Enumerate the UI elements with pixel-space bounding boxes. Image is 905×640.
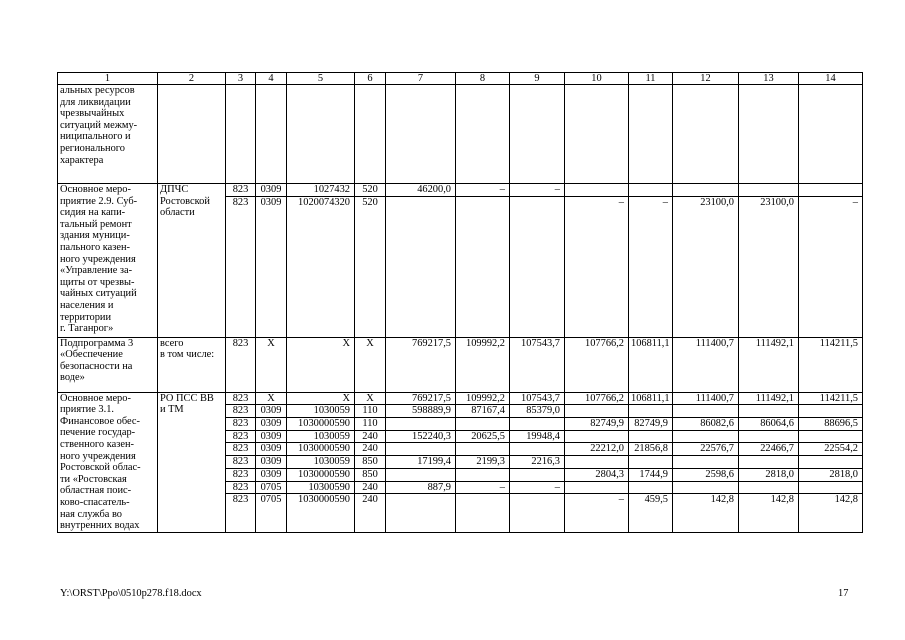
table-cell [565,430,629,443]
table-cell: 0309 [256,418,287,431]
table-cell: Х [256,337,287,392]
row-description: Основное меро- приятие 2.9. Суб- сидия на капи- тальный ремонт здания муници- пального казен- ного учреждения «Управление за- щиты от чрезвы- чайных ситуаций населения и территории г. Таганрог» [58,184,158,338]
table-cell: 85379,0 [510,405,565,418]
table-cell: 1030059 [287,430,355,443]
table-cell [510,418,565,431]
table-cell: 0309 [256,468,287,481]
table-cell [739,184,799,197]
column-header: 2 [158,73,226,85]
column-header: 1 [58,73,158,85]
table-cell: 10300590 [287,481,355,494]
table-cell: 823 [226,392,256,405]
table-cell [799,481,863,494]
table-cell: 107766,2 [565,337,629,392]
table-cell [386,494,456,533]
table-cell: 111400,7 [673,392,739,405]
table-cell: – [510,481,565,494]
table-cell [565,481,629,494]
table-cell [565,85,629,184]
table-cell [565,405,629,418]
column-header: 4 [256,73,287,85]
table-cell: 0309 [256,196,287,337]
table-cell [355,85,386,184]
table-cell [629,430,673,443]
table-cell: 22212,0 [565,443,629,456]
table-cell: 22466,7 [739,443,799,456]
table-row [58,392,863,405]
row-executor: РО ПСС ВВ и ТМ [158,392,226,532]
table-cell [226,85,256,184]
table-cell [456,443,510,456]
table-cell [456,85,510,184]
table-cell: 0309 [256,443,287,456]
table-cell: 240 [355,494,386,533]
table-cell: 111400,7 [673,337,739,392]
table-row [58,184,863,197]
table-cell: 0309 [256,430,287,443]
table-cell: 1027432 [287,184,355,197]
table-cell: 823 [226,196,256,337]
table-cell: 0309 [256,456,287,469]
table-cell: 520 [355,184,386,197]
table-cell [673,85,739,184]
table-cell [456,468,510,481]
table-cell: 22554,2 [799,443,863,456]
table-cell: 823 [226,405,256,418]
table-cell: 107766,2 [565,392,629,405]
table-cell [739,481,799,494]
column-header: 6 [355,73,386,85]
table-cell: 106811,1 [629,337,673,392]
footer-page-number: 17 [838,588,849,599]
table-cell: 1030000590 [287,494,355,533]
table-cell: – [565,494,629,533]
table-cell: 1030059 [287,456,355,469]
table-cell: – [565,196,629,337]
table-cell: 1030000590 [287,418,355,431]
table-cell [510,468,565,481]
table-cell: 17199,4 [386,456,456,469]
table-cell: – [799,196,863,337]
table-cell: 22576,7 [673,443,739,456]
table-cell: 240 [355,481,386,494]
table-cell [673,184,739,197]
table-cell [565,456,629,469]
table-cell [456,196,510,337]
table-cell [673,430,739,443]
table-cell: – [510,184,565,197]
table-cell: 823 [226,418,256,431]
table-cell: 86082,6 [673,418,739,431]
table-cell [565,184,629,197]
table-cell: 109992,2 [456,337,510,392]
row-description: альных ресурсов для ликвидации чрезвычайных ситуаций межму- ниципального и регионального характера [58,85,158,184]
row-executor: всего в том числе: [158,337,226,392]
table-cell: 2818,0 [799,468,863,481]
table-cell: Х [256,392,287,405]
table-cell: 887,9 [386,481,456,494]
table-cell: 823 [226,456,256,469]
table-cell [629,481,673,494]
table-cell: 46200,0 [386,184,456,197]
table-cell: 142,8 [673,494,739,533]
table-cell: 520 [355,196,386,337]
table-cell [629,184,673,197]
table-cell [629,456,673,469]
table-cell [386,468,456,481]
table-cell [673,405,739,418]
table-cell: 823 [226,443,256,456]
table-cell: 2598,6 [673,468,739,481]
table-cell: 152240,3 [386,430,456,443]
table-cell [799,456,863,469]
column-header: 3 [226,73,256,85]
column-header: 10 [565,73,629,85]
table-cell: 82749,9 [565,418,629,431]
table-cell: Х [355,337,386,392]
table-cell: 109992,2 [456,392,510,405]
table-cell: 850 [355,456,386,469]
row-description: Основное меро- приятие 3.1. Финансовое обес- печение государ- ственного казен- ного учреждения Ростовской облас- ти «Ростовская областная поис- ково-спасатель- ная служба во внутренних водах [58,392,158,532]
table-cell: 110 [355,405,386,418]
table-cell: 142,8 [799,494,863,533]
table-cell: 823 [226,430,256,443]
column-header: 11 [629,73,673,85]
table-cell: 114211,5 [799,392,863,405]
table-cell: 0309 [256,184,287,197]
table-cell: 142,8 [739,494,799,533]
row-description: Подпрограмма 3 «Обеспечение безопасности на воде» [58,337,158,392]
table-cell [673,481,739,494]
table-cell: 106811,1 [629,392,673,405]
table-cell: 769217,5 [386,392,456,405]
table-cell: 114211,5 [799,337,863,392]
column-header: 13 [739,73,799,85]
column-header: 14 [799,73,863,85]
table-cell: 850 [355,468,386,481]
table-cell: 1030000590 [287,443,355,456]
table-cell: 82749,9 [629,418,673,431]
table-cell: – [629,196,673,337]
table-cell: 823 [226,184,256,197]
table-cell: 823 [226,481,256,494]
table-cell [256,85,287,184]
table-cell [510,443,565,456]
table-cell: 2216,3 [510,456,565,469]
table-cell: – [456,184,510,197]
table-cell: 23100,0 [739,196,799,337]
table-cell [629,85,673,184]
table-cell: 823 [226,337,256,392]
table-cell [739,85,799,184]
footer-file-path: Y:\ORST\Ppo\0510p278.f18.docx [60,588,202,599]
table-cell: 1020074320 [287,196,355,337]
column-header: 12 [673,73,739,85]
table-cell: Х [287,337,355,392]
table-cell [799,85,863,184]
table-cell: 2199,3 [456,456,510,469]
column-header: 8 [456,73,510,85]
table-cell [456,494,510,533]
table-cell: 1030000590 [287,468,355,481]
table-cell: 88696,5 [799,418,863,431]
column-header: 7 [386,73,456,85]
table-cell: 598889,9 [386,405,456,418]
column-header: 9 [510,73,565,85]
table-cell: 23100,0 [673,196,739,337]
table-cell: 20625,5 [456,430,510,443]
table-cell: 21856,8 [629,443,673,456]
table-cell [739,430,799,443]
table-cell: 823 [226,494,256,533]
table-cell [287,85,355,184]
table-cell [158,85,226,184]
table-cell [386,443,456,456]
table-cell [510,85,565,184]
table-cell: 111492,1 [739,392,799,405]
table-row [58,85,863,184]
table-cell: 240 [355,430,386,443]
table-cell: 0705 [256,481,287,494]
table-cell: 87167,4 [456,405,510,418]
table-cell [386,196,456,337]
table-cell: 2804,3 [565,468,629,481]
table-cell: 240 [355,443,386,456]
header-row [58,73,863,85]
table-cell: 459,5 [629,494,673,533]
table-cell: 0309 [256,405,287,418]
table-cell: – [456,481,510,494]
table-cell [629,405,673,418]
table-cell [739,456,799,469]
table-cell: 107543,7 [510,392,565,405]
document-sheet [57,72,862,533]
table-row [58,337,863,392]
table-cell [510,494,565,533]
table-cell: 1744,9 [629,468,673,481]
table-cell: 86064,6 [739,418,799,431]
table-cell: 1030059 [287,405,355,418]
table-cell: 769217,5 [386,337,456,392]
row-executor: ДПЧС Ростовской области [158,184,226,338]
table-cell: 19948,4 [510,430,565,443]
table-cell: 2818,0 [739,468,799,481]
column-header: 5 [287,73,355,85]
table-cell [386,85,456,184]
table-cell [386,418,456,431]
budget-table [57,72,863,533]
table-cell [799,430,863,443]
table-cell: Х [355,392,386,405]
table-cell [456,418,510,431]
table-cell [510,196,565,337]
table-cell [799,405,863,418]
table-cell: 111492,1 [739,337,799,392]
table-cell: 110 [355,418,386,431]
table-cell [739,405,799,418]
table-cell [799,184,863,197]
table-cell: Х [287,392,355,405]
table-cell: 0705 [256,494,287,533]
table-cell [673,456,739,469]
table-cell: 823 [226,468,256,481]
table-cell: 107543,7 [510,337,565,392]
